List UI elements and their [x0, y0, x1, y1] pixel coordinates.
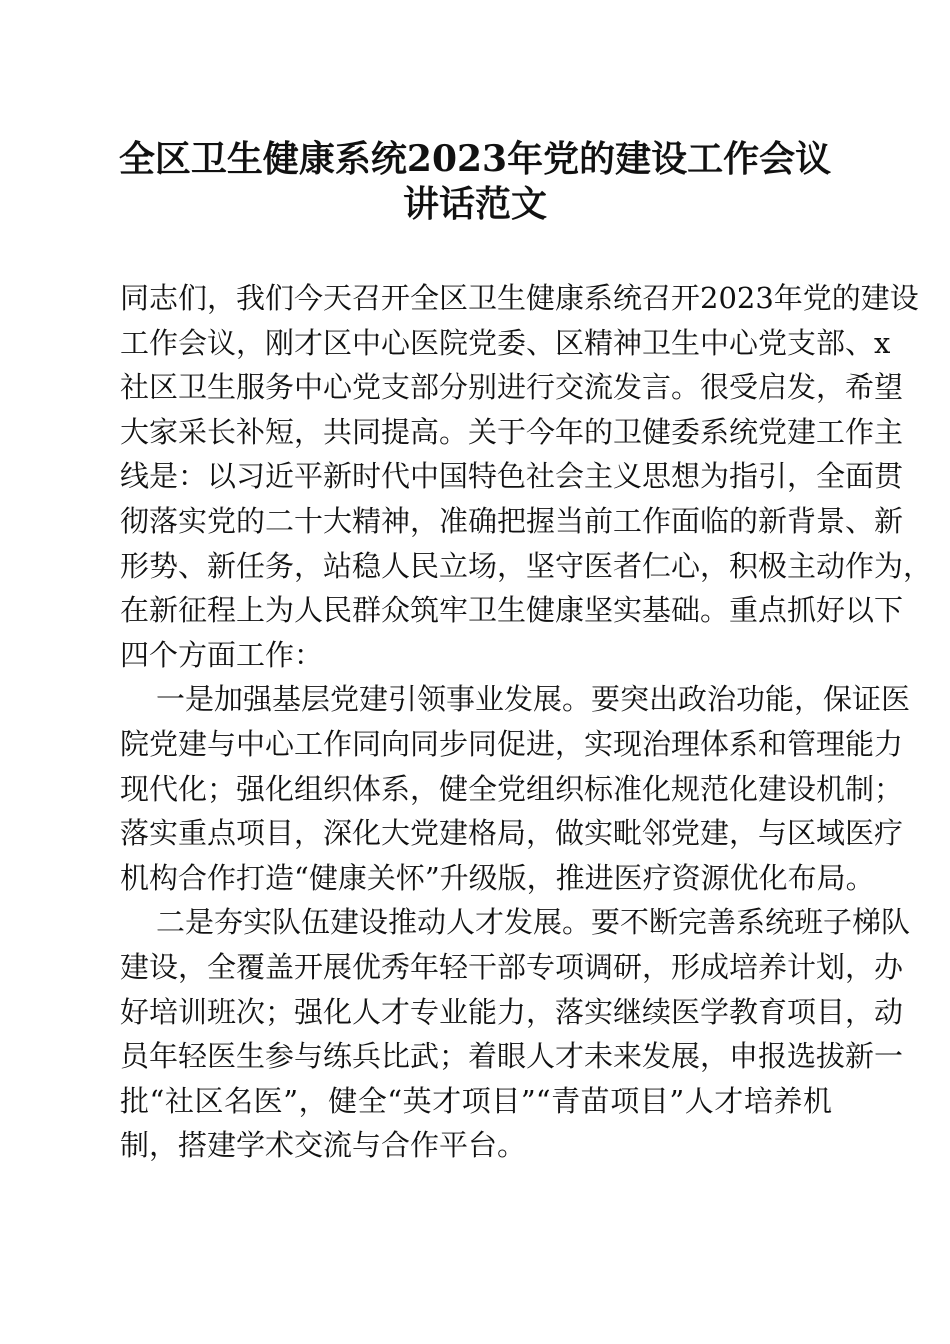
text-span: 要不断完善系统班子梯队 [591, 905, 911, 940]
text-line: 员年轻医生参与练兵比武；着眼人才未来发展，申报选拔新一 [120, 1039, 904, 1074]
title-line-1: 全区卫生健康系统2023年党的建设工作会议 [118, 138, 832, 180]
text-line: 建设，全覆盖开展优秀年轻干部专项调研，形成培养计划，办 [120, 949, 904, 984]
title-line-2: 讲话范文 [402, 183, 547, 225]
point-heading: 二是夯实队伍建设推动人才发展。 [156, 905, 592, 940]
text-span: 要突出政治功能，保证医 [591, 682, 911, 717]
text-line: 在新征程上为人民群众筑牢卫生健康坚实基础。重点抓好以下 [120, 593, 904, 628]
text-line: 形势、新任务，站稳人民立场，坚守医者仁心，积极主动作为， [120, 548, 933, 583]
paragraph-intro [120, 276, 933, 677]
text-line: 四个方面工作： [120, 637, 324, 672]
paragraph-point-1 [120, 677, 911, 900]
text-line: 线是：以习近平新时代中国特色社会主义思想为指引，全面贯 [120, 459, 904, 494]
paragraph-point-2 [120, 900, 911, 1168]
document-title [0, 137, 950, 227]
text-line: 好培训班次；强化人才专业能力，落实继续医学教育项目，动 [120, 994, 904, 1029]
text-line: 落实重点项目，深化大党建格局，做实毗邻党建，与区域医疗 [120, 816, 904, 851]
text-line: 批“社区名医”，健全“英才项目”“青苗项目”人才培养机 [120, 1083, 832, 1118]
text-line: 社区卫生服务中心党支部分别进行交流发言。很受启发，希望 [120, 370, 904, 405]
text-line: 同志们，我们今天召开全区卫生健康系统召开2023年党的建设 [120, 281, 919, 315]
text-line: 院党建与中心工作同向同步同促进，实现治理体系和管理能力 [120, 726, 904, 761]
text-line: 现代化；强化组织体系，健全党组织标准化规范化建设机制； [120, 771, 904, 806]
text-line: 机构合作打造“健康关怀”升级版，推进医疗资源优化布局。 [120, 860, 875, 895]
text-line [120, 900, 911, 945]
document-body [120, 276, 933, 1168]
text-line: 大家采长补短，共同提高。关于今年的卫健委系统党建工作主 [120, 414, 904, 449]
point-heading: 一是加强基层党建引领事业发展。 [156, 682, 592, 717]
text-line: 彻落实党的二十大精神，准确把握当前工作面临的新背景、新 [120, 503, 904, 538]
text-line [120, 677, 911, 722]
text-line: 工作会议，刚才区中心医院党委、区精神卫生中心党支部、x [120, 325, 891, 360]
text-line: 制，搭建学术交流与合作平台。 [120, 1128, 527, 1163]
